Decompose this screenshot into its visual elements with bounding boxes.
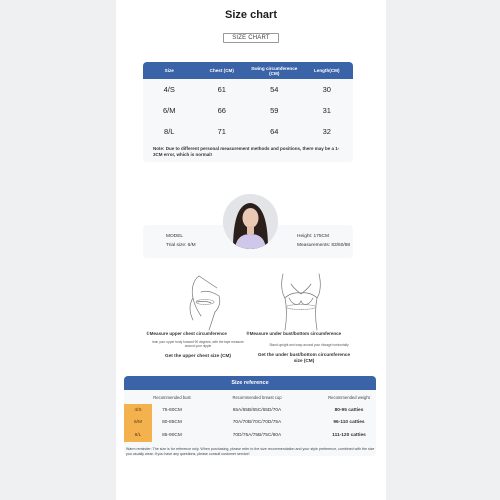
cell-length: 30 <box>322 85 331 94</box>
measure-upper-result: Get the upper chest size (CM) <box>165 353 231 358</box>
ref-cell-size: 8/L <box>124 429 152 442</box>
ref-cell-size: 4/S <box>124 404 152 417</box>
model-trial-size: Trial size: 6/M <box>166 243 196 248</box>
ref-cell-size: 6/M <box>124 417 152 430</box>
table-row <box>143 100 353 121</box>
cell-length: 31 <box>322 106 331 115</box>
model-photo-icon <box>223 194 278 249</box>
ref-cell-bust: 80-85CM <box>162 420 182 426</box>
ref-cell-cup: 65A/65B/65C/65D/70A <box>232 407 282 413</box>
cell-size: 8/L <box>164 127 175 136</box>
ref-header-weight: Recommended weight <box>328 394 370 400</box>
header-size: Size <box>164 68 174 73</box>
warm-reminder: Warm reminder: The size is for reference only. When purchasing, please refer to the size recommendation and your style preference, combined with the size you usually wear. If you have any questions, please consult customer service! <box>126 447 375 456</box>
size-chart-tag: SIZE CHART <box>223 33 279 43</box>
size-table-header <box>143 62 353 79</box>
header-length: Length(CM) <box>313 68 340 73</box>
size-reference-card <box>124 376 376 456</box>
table-row <box>143 121 353 142</box>
table-row <box>124 429 376 442</box>
header-chest: Chest (CM) <box>209 68 234 73</box>
cell-swing: 64 <box>270 127 279 136</box>
measure-upper-instructions: lean your upper body forward 90 degrees, with the tape measure around your nipple <box>152 340 244 348</box>
ref-cell-cup: 70D/75A/75B/75C/80A <box>232 432 282 438</box>
ref-cell-weight: 96-110 catties <box>333 420 365 426</box>
table-row <box>124 404 376 417</box>
measure-upper-title: ①Measure upper chest circumference <box>146 331 227 336</box>
page-title: Size chart <box>225 9 277 21</box>
model-measurements: Measurements: 83/60/88 <box>297 243 351 248</box>
ref-header-bust: Recommended bust <box>153 394 191 400</box>
size-reference-header-row <box>124 390 376 404</box>
measurement-note: Note: Due to different personal measurement methods and positions, there may be a 1-3CM error, which is normal! <box>153 146 340 157</box>
table-row <box>143 79 353 100</box>
measure-under-title: ②Measure under bust/bottom circumference <box>246 331 342 336</box>
ref-cell-bust: 85-90CM <box>162 432 182 438</box>
ref-cell-weight: 111-120 catties <box>332 432 366 438</box>
cell-size: 6/M <box>162 106 176 115</box>
cell-size: 4/S <box>163 85 175 94</box>
ref-header-size <box>124 390 152 404</box>
cell-chest: 66 <box>217 106 226 115</box>
cell-chest: 71 <box>217 127 226 136</box>
cell-swing: 54 <box>270 85 279 94</box>
ref-cell-cup: 70A/70B/70C/70D/75A <box>232 420 282 426</box>
measure-under-result: Get the under bust/bottom circumference size (CM) <box>257 352 351 363</box>
cell-swing: 59 <box>270 106 279 115</box>
under-bust-figure-icon <box>261 268 341 334</box>
upper-chest-figure-icon <box>171 268 251 334</box>
ref-cell-weight: 80-95 catties <box>334 407 364 413</box>
cell-chest: 61 <box>217 85 226 94</box>
ref-header-cup: Recommended breast cup <box>232 394 282 400</box>
measure-under-instructions: Stand upright and wrap around your ribcage horizontally <box>269 343 349 347</box>
ref-cell-bust: 75-80CM <box>162 407 182 413</box>
header-swing: Swing circumference (CM) <box>251 65 298 76</box>
cell-length: 32 <box>322 127 331 136</box>
table-row <box>124 417 376 430</box>
model-height: Height: 175CM <box>297 234 329 239</box>
size-chart-page <box>116 0 386 500</box>
model-label: MODEL <box>166 234 184 239</box>
size-table-card <box>143 62 353 162</box>
size-reference-table <box>124 390 376 442</box>
size-reference-title: Size reference <box>124 376 376 390</box>
model-avatar <box>223 194 278 249</box>
